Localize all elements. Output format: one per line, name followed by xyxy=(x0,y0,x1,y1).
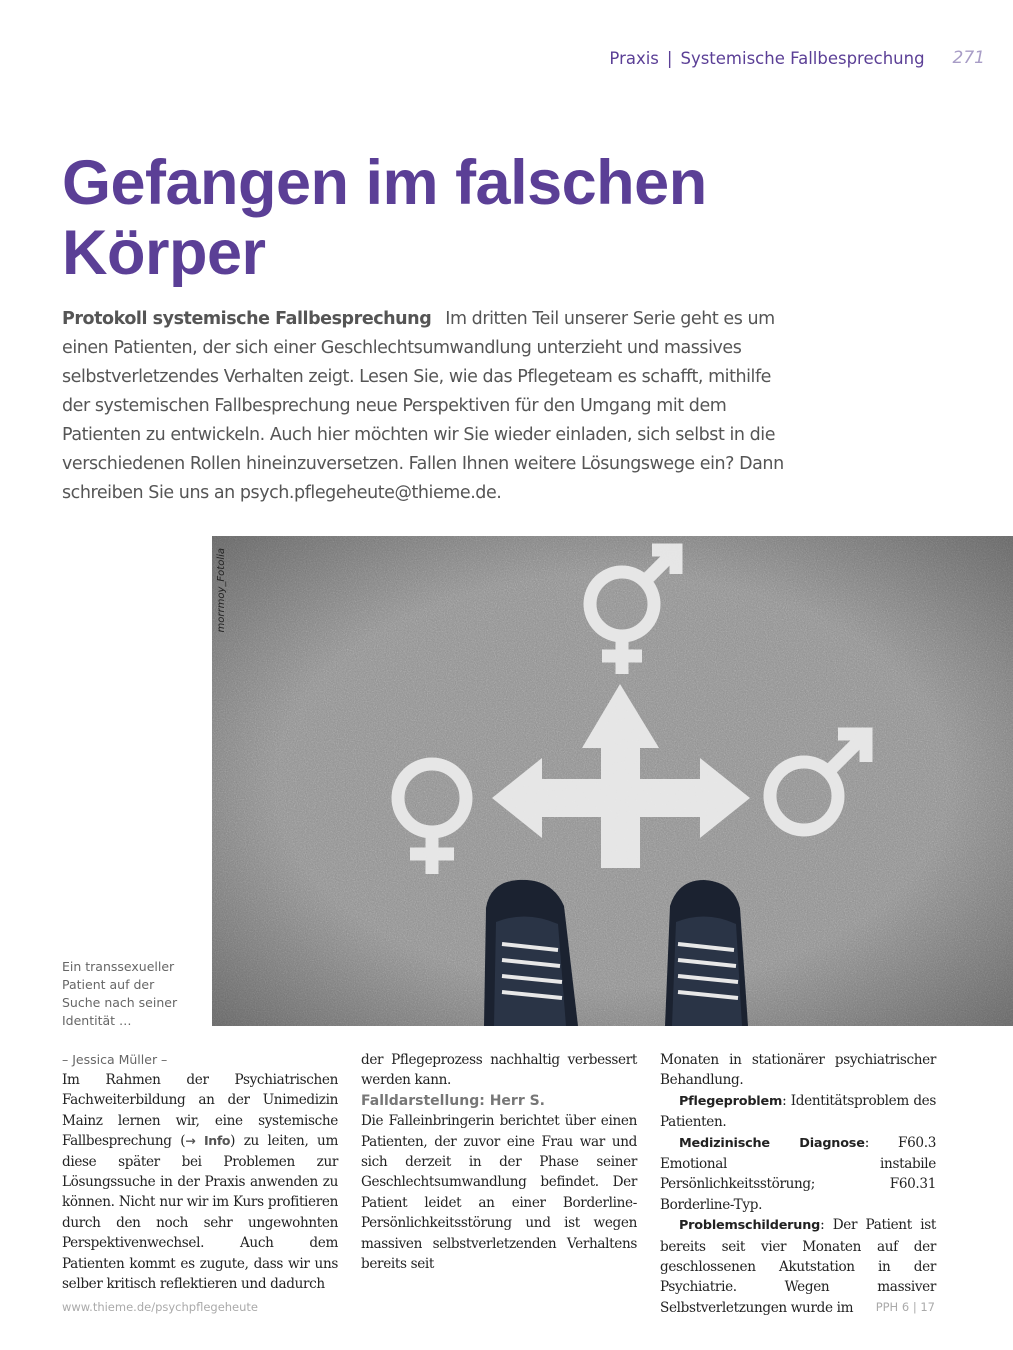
info-crossref[interactable] xyxy=(185,1133,230,1148)
col3-diagnosis xyxy=(660,1133,936,1216)
problem-description-label: Problemschilderung xyxy=(679,1218,821,1234)
lead-kicker: Protokoll systemische Fallbesprechung xyxy=(62,309,432,329)
title-line-1: Gefangen im falschen xyxy=(62,148,707,218)
footer-url: www.thieme.de/psychpflegeheute xyxy=(62,1300,259,1314)
diagnosis-text: : F60.3 Emotional instabile Persönlichkeitsstörung; F60.31 Borderline-Typ. xyxy=(660,1134,937,1213)
info-label: Info xyxy=(203,1133,231,1149)
page-number: 271 xyxy=(952,48,985,68)
text-column-1 xyxy=(62,1050,338,1294)
col2-paragraph-1: der Pflegeprozess nachhaltig verbessert werden kann. xyxy=(361,1052,637,1089)
author-line: – Jessica Müller – xyxy=(62,1052,168,1067)
header-section: Praxis xyxy=(609,48,659,68)
info-arrow-icon: → xyxy=(185,1133,196,1149)
running-header xyxy=(425,44,985,72)
header-subsection: Systemische Fallbesprechung xyxy=(680,48,925,68)
col3-nursing-problem xyxy=(660,1091,936,1133)
nursing-problem-label: Pflegeproblem xyxy=(679,1093,783,1109)
col1-text-a: Im Rahmen der Psychiatrischen Fachweiterbildung an der Unimedizin Mainz lernen wir, eine systemische Fallbesprechung ( xyxy=(62,1072,338,1150)
case-subheading: Falldarstellung: Herr S. xyxy=(361,1092,546,1109)
diagnosis-label: Medizinische Diagnose xyxy=(679,1135,865,1151)
col1-text-b: ) zu leiten, um diese später bei Problemen zur Lösungssuche in der Praxis anwenden zu können. Nicht nur wir im Kurs profitieren durch den noch sehr ungewohnten Perspektivenwechsel. Auch dem Patienten kommt es zugute, dass wir uns selber kritisch reflektieren und dadurch xyxy=(62,1133,338,1293)
photo-caption: Ein transsexueller Patient auf der Suche nach seiner Identität … xyxy=(62,959,178,1028)
col1-paragraph xyxy=(62,1070,338,1294)
photo-illustration xyxy=(212,536,1013,1026)
lead-paragraph xyxy=(62,305,797,508)
photo-credit: morrmoy_Fotolia xyxy=(216,548,227,633)
col3-paragraph-1: Monaten in stationärer psychiatrischer Behandlung. xyxy=(660,1052,936,1089)
title-line-2: Körper xyxy=(62,218,266,288)
text-column-2 xyxy=(361,1050,637,1274)
text-column-3 xyxy=(660,1050,936,1318)
problem-description-text: : Der Patient ist bereits seit vier Monaten auf der geschlossenen Akutstation in der Psychiatrie. Wegen massiver Selbstverletzungen wurde im xyxy=(660,1217,936,1316)
article-photo xyxy=(212,536,1013,1026)
footer-issue: PPH 6 | 17 xyxy=(875,1300,935,1314)
lead-text: Im dritten Teil unserer Serie geht es um einen Patienten, der sich einer Geschlechtsumwandlung unterzieht und massives selbstverletzendes Verhalten zeigt. Lesen Sie, wie das Pflegeteam es schafft, mithilfe der systemischen Fallbesprechung neue Perspektiven für den Umgang mit dem Patienten zu entwickeln. Auch hier möchten wir Sie wieder einladen, sich selbst in die verschiedenen Rollen hineinzuversetzen. Fallen Ihnen weitere Lösungswege ein? Dann schreiben Sie uns an psych.pflegeheute@thieme.de. xyxy=(62,309,784,503)
article-title xyxy=(62,148,822,288)
header-separator: | xyxy=(666,48,673,68)
col2-paragraph-2: Die Falleinbringerin berichtet über einen Patienten, der zuvor eine Frau war und sich derzeit in der Phase seiner Geschlechtsumwandlung befindet. Der Patient leidet an einer Borderline-Persönlichkeitsstörung und ist wegen massiven selbstverletzenden Verhaltens bereits seit xyxy=(361,1113,637,1273)
nursing-problem-text: : Identitätsproblem des Patienten. xyxy=(660,1092,936,1131)
